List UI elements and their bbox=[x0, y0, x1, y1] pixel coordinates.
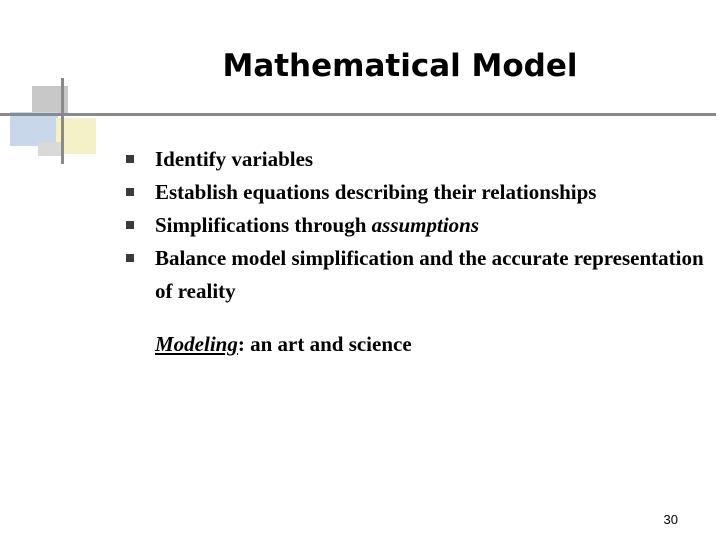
deco-square-gray-small bbox=[38, 142, 62, 156]
square-bullet-icon bbox=[126, 188, 134, 196]
bullet-text-emphasis: assumptions bbox=[371, 213, 480, 237]
decorative-squares bbox=[0, 0, 120, 170]
bullet-item bbox=[126, 143, 706, 176]
tagline-term: Modeling bbox=[155, 332, 238, 356]
tagline bbox=[155, 332, 412, 357]
slide-title: Mathematical Model bbox=[222, 48, 578, 84]
page-number: 30 bbox=[663, 512, 678, 527]
bullet-text: Identify variables bbox=[155, 147, 314, 171]
deco-vertical-line bbox=[61, 78, 64, 164]
bullet-item bbox=[126, 242, 706, 308]
deco-square-blue bbox=[10, 112, 58, 146]
bullet-list bbox=[126, 143, 706, 308]
square-bullet-icon bbox=[126, 155, 134, 163]
bullet-item bbox=[126, 209, 706, 242]
tagline-rest: : an art and science bbox=[237, 332, 412, 356]
bullet-text: Establish equations describing their relationships bbox=[155, 180, 597, 204]
square-bullet-icon bbox=[126, 221, 134, 229]
deco-horizontal-line bbox=[0, 113, 716, 116]
bullet-text: Simplifications through bbox=[155, 213, 372, 237]
bullet-item bbox=[126, 176, 706, 209]
square-bullet-icon bbox=[126, 254, 134, 262]
bullet-text: Balance model simplification and the accurate representation of reality bbox=[155, 246, 704, 303]
